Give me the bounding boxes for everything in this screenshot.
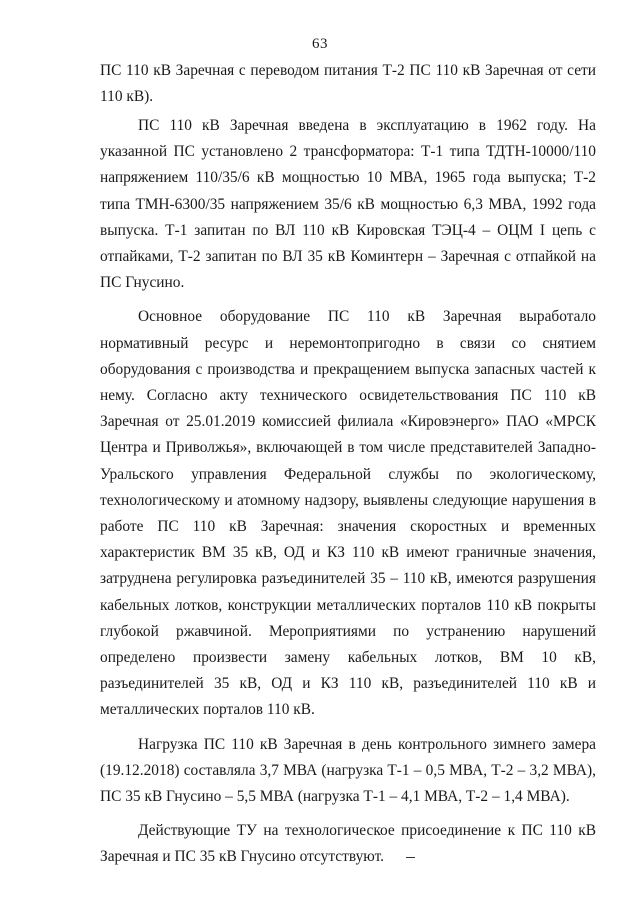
paragraph-continued: ПС 110 кВ Заречная с переводом питания Т-2 ПС 110 кВ Заречная от сети 110 кВ). bbox=[100, 62, 596, 106]
paragraph-load-measurement: Нагрузка ПС 110 кВ Заречная в день контрольного зимнего замера (19.12.2018) составляла 3,7 МВА (нагрузка Т-1 – 0,5 МВА, Т-2 – 3,2 МВА), ПС 35 кВ Гнусино – 5,5 МВА (нагрузка Т-1 – 4,1 МВА, Т-2 – 1,4 МВА). bbox=[100, 735, 596, 806]
continuation-paragraph bbox=[100, 58, 596, 118]
paragraph-technical-conditions bbox=[100, 818, 596, 870]
body-text bbox=[100, 113, 596, 871]
page-number: 63 bbox=[312, 36, 328, 52]
paragraph-substation-description: ПС 110 кВ Заречная введена в эксплуатацию в 1962 году. На указанной ПС установлено 2 трансформатора: Т-1 типа ТДТН-10000/110 напряжением 110/35/6 кВ мощностью 10 МВА, 1965 года выпуска; Т-2 типа ТМН-6300/35 напряжением 35/6 кВ мощностью 6,3 МВА, 1992 года выпуска. Т-1 запитан по ВЛ 110 кВ Кировская ТЭЦ-4 – ОЦМ I цепь с отпайками, Т-2 запитан по ВЛ 35 кВ Коминтерн – Заречная с отпайкой на ПС Гнусино. bbox=[100, 117, 596, 292]
trailing-dash-mark bbox=[406, 857, 415, 858]
paragraph-equipment-condition: Основное оборудование ПС 110 кВ Заречная выработало нормативный ресурс и неремонтопригодно в связи со снятием оборудования с производства и прекращением выпуска запасных частей к нему. Согласно акту технического освидетельствования ПС 110 кВ Заречная от 25.01.2019 комиссией филиала «Кировэнерго» ПАО «МРСК Центра и Приволжья», включающей в том числе представителей Западно-Уральского управления Федеральной службы по экологическому, технологическому и атомному надзору, выявлены следующие нарушения в работе ПС 110 кВ Заречная: значения скоростных и временных характеристик ВМ 35 кВ, ОД и КЗ 110 кВ имеют граничные значения, затруднена регулировка разъединителей 35 – 110 кВ, имеются разрушения кабельных лотков, конструкции металлических порталов 110 кВ покрыты глубокой ржавчиной. Мероприятиями по устранению нарушений определено произвести замену кабельных лотков, ВМ 10 кВ, разъединителей 35 кВ, ОД и КЗ 110 кВ, разъединителей 110 кВ и металлических порталов 110 кВ. bbox=[100, 308, 596, 719]
paragraph-technical-conditions-text: Действующие ТУ на технологическое присоединение к ПС 110 кВ Заречная и ПС 35 кВ Гнусино отсутствуют. bbox=[100, 822, 596, 866]
